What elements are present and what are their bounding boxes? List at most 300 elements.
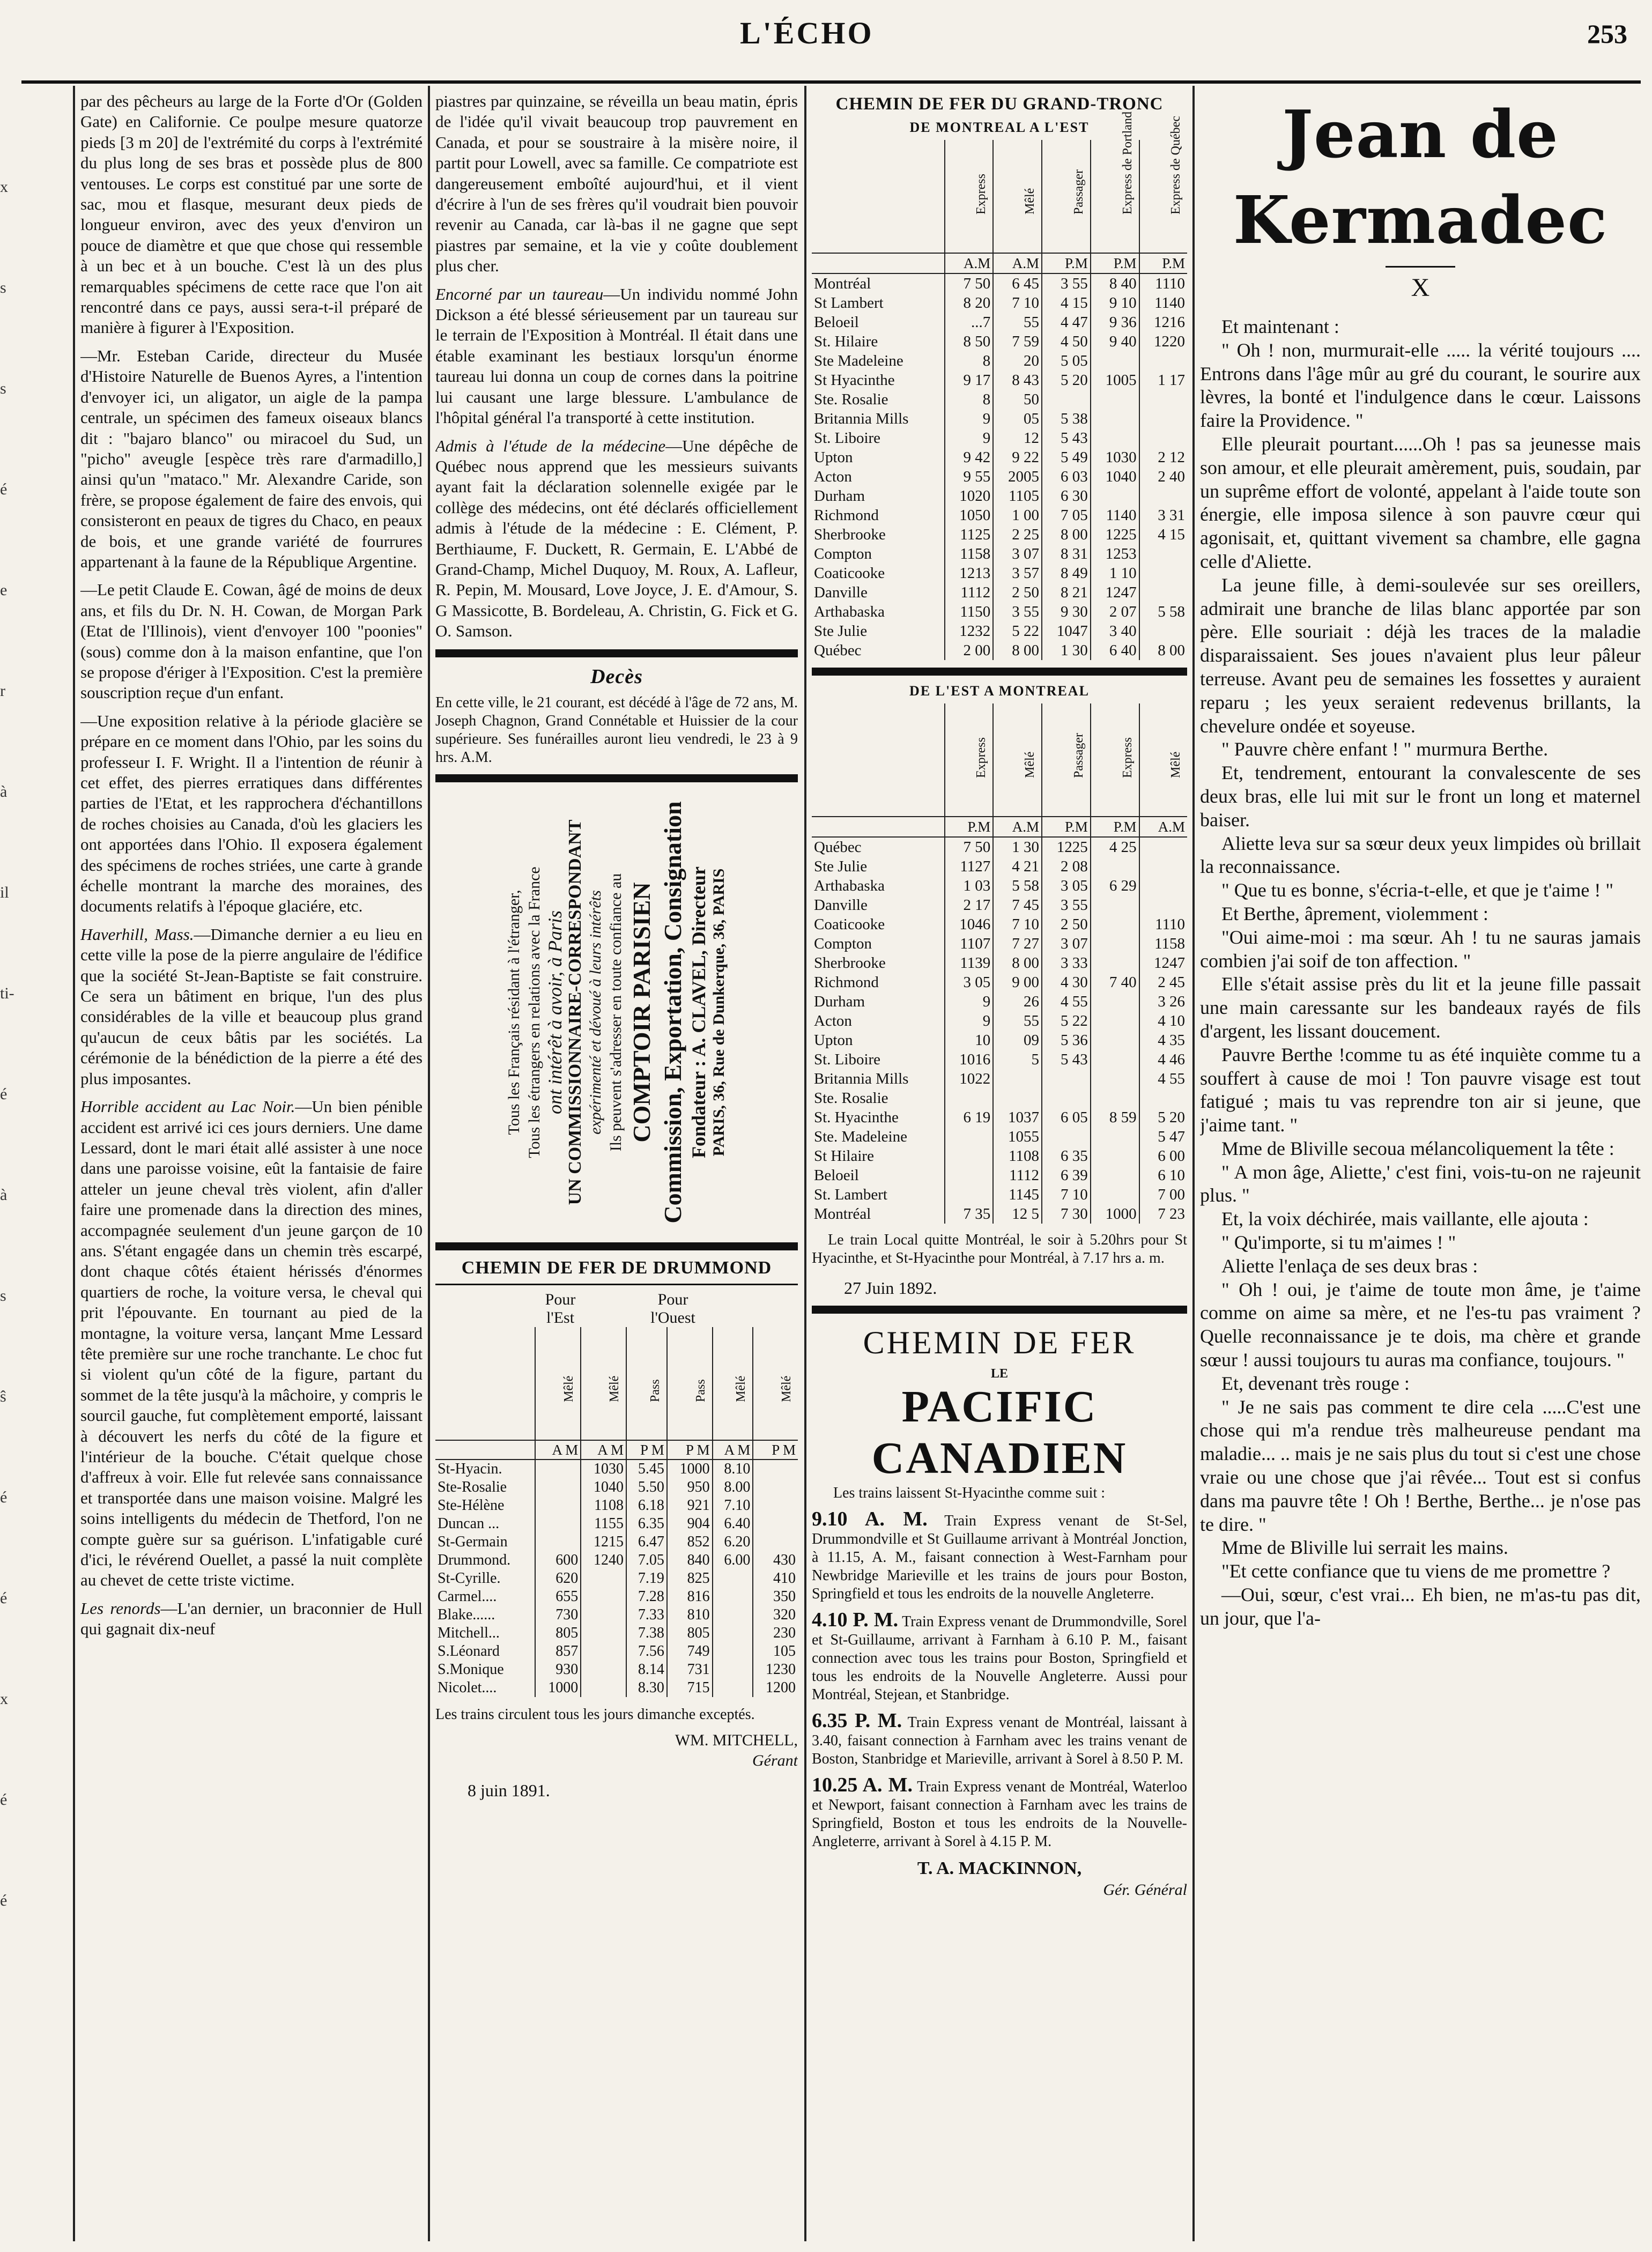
station-name: Arthabaska — [814, 603, 885, 620]
time-cell: 1232 — [945, 621, 994, 641]
time-cell — [945, 1127, 994, 1146]
time-cell: 8 40 — [1091, 273, 1139, 293]
column-heading: Express — [974, 737, 989, 778]
station-name: S.Léonard — [438, 1642, 500, 1660]
time-cell: 4 46 — [1139, 1050, 1187, 1069]
time-cell — [1091, 486, 1139, 506]
station-name: Mitchell... — [438, 1624, 500, 1641]
time-cell — [1091, 992, 1139, 1011]
table-row — [435, 1478, 798, 1497]
novel-paragraph: " Pauvre chère enfant ! " murmura Berthe. — [1221, 738, 1549, 760]
pacific-intro: Les trains laissent St-Hyacinthe comme suit : — [833, 1485, 1106, 1501]
time-cell — [753, 1533, 798, 1551]
table-row — [812, 973, 1187, 992]
station-name: Danville — [814, 584, 868, 601]
time-cell: 6 40 — [1091, 641, 1139, 660]
edge-fragment: ti- — [0, 984, 14, 1002]
time-cell: 1 10 — [1091, 564, 1139, 583]
ampm-label: A M — [581, 1440, 626, 1460]
time-cell: 1050 — [945, 506, 994, 525]
table-row — [435, 1551, 798, 1569]
pacific-train-4-time: 10.25 A. M. — [812, 1774, 913, 1796]
ad-line: expérimenté et dévoué à leurs intérêts — [587, 890, 604, 1135]
column-heading: Pass — [693, 1379, 708, 1402]
newspaper-title: L'ÉCHO — [740, 16, 874, 50]
time-cell — [1139, 876, 1187, 895]
time-cell: 5.50 — [626, 1478, 667, 1497]
time-cell: 50 — [993, 390, 1042, 409]
grand-tronc-subtitle-west: DE L'EST A MONTREAL — [909, 683, 1090, 699]
time-cell — [1139, 390, 1187, 409]
station-name: Montréal — [814, 1205, 871, 1223]
edge-fragment: s — [0, 279, 6, 297]
station-name: Richmond — [814, 974, 879, 991]
time-cell: 1030 — [1091, 448, 1139, 467]
section-rule — [435, 1242, 798, 1250]
time-cell — [1139, 857, 1187, 876]
station-name: Nicolet.... — [438, 1679, 497, 1696]
time-cell — [581, 1624, 626, 1642]
time-cell — [713, 1624, 753, 1642]
time-cell: 2 50 — [993, 583, 1042, 602]
time-cell: 7 59 — [993, 332, 1042, 351]
time-cell — [1091, 1166, 1139, 1185]
table-row — [812, 371, 1187, 390]
time-cell: 1247 — [1091, 583, 1139, 602]
time-cell: 6.40 — [713, 1515, 753, 1533]
time-cell: 1220 — [1139, 332, 1187, 351]
table-row — [435, 1460, 798, 1478]
time-cell — [945, 1146, 994, 1166]
time-cell — [581, 1606, 626, 1624]
time-cell — [1091, 1127, 1139, 1146]
time-cell — [1091, 428, 1139, 448]
time-cell — [1091, 409, 1139, 428]
time-cell: 5 58 — [1139, 602, 1187, 621]
time-cell: 730 — [535, 1606, 581, 1624]
station-name: Beloeil — [814, 1167, 859, 1184]
time-cell: 9 17 — [945, 371, 994, 390]
time-cell — [713, 1642, 753, 1661]
time-cell: 4 55 — [1139, 1069, 1187, 1088]
time-cell: 6 00 — [1139, 1146, 1187, 1166]
pacific-train-2 — [812, 1611, 1187, 1704]
edge-fragment: é — [0, 1791, 8, 1809]
station-name: Acton — [814, 468, 852, 485]
table-row — [812, 293, 1187, 313]
station-name: Ste. Rosalie — [814, 391, 888, 408]
column-heading: Mêlé — [1023, 751, 1038, 778]
edge-fragment: é — [0, 1589, 8, 1607]
edge-fragment: é — [0, 1488, 8, 1506]
novel-paragraph: Et, tendrement, entourant la convalescente de ses deux bras, elle lui mit sur le front un long et maternel baiser. — [1200, 762, 1641, 831]
edge-fragment: à — [0, 783, 8, 801]
time-cell: 9 10 — [1091, 293, 1139, 313]
time-cell: 230 — [753, 1624, 798, 1642]
column-heading: Mêlé — [1023, 188, 1038, 214]
time-cell: 9 30 — [1042, 602, 1091, 621]
edge-fragment: é — [0, 1085, 8, 1103]
novel-paragraph: Mme de Bliville secoua mélancoliquement la tête : — [1221, 1137, 1614, 1159]
novel-paragraph: Pauvre Berthe !comme tu as été inquiète comme tu a souffert à cause de moi ! Ton pauvre visage est tout fatigué ; mais tu vas reprendre ton air si jeune, que j'aime tant. " — [1200, 1043, 1641, 1136]
time-cell — [535, 1497, 581, 1515]
time-cell: 8 50 — [945, 332, 994, 351]
station-name: Compton — [814, 935, 872, 952]
time-cell: 6.35 — [626, 1515, 667, 1533]
time-cell: 20 — [993, 351, 1042, 371]
edge-fragment: x — [0, 178, 8, 196]
time-cell: 5 20 — [1139, 1108, 1187, 1127]
column-heading: Passager — [1071, 733, 1086, 778]
table-row — [812, 1185, 1187, 1204]
time-cell: 105 — [753, 1642, 798, 1661]
time-cell: 1 00 — [993, 506, 1042, 525]
ampm-label: P M — [667, 1440, 713, 1460]
time-cell: 9 — [945, 1011, 994, 1031]
time-cell: 1112 — [945, 583, 994, 602]
edge-fragment: ŝ — [0, 1388, 6, 1405]
time-cell: 05 — [993, 409, 1042, 428]
time-cell: 8 21 — [1042, 583, 1091, 602]
table-row — [812, 409, 1187, 428]
time-cell: 1105 — [993, 486, 1042, 506]
time-cell: 1158 — [945, 544, 994, 564]
time-cell: 4 25 — [1091, 837, 1139, 857]
time-cell: 6 10 — [1139, 1166, 1187, 1185]
time-cell: 810 — [667, 1606, 713, 1624]
time-cell: 5 47 — [1139, 1127, 1187, 1146]
time-cell: 8 20 — [945, 293, 994, 313]
article-lowell: piastres par quinzaine, se réveilla un beau matin, épris de l'idée qu'il vivait beaucoup trop pauvrement en Canada, et pour se soustraire à la misère noire, il partit pour Lowell, avec sa famille. Ce compatriote est dangereusement emboîté aujourd'hui, et il vient d'écrire à l'un de ses frères qu'il voudrait bien pouvoir revenir au Canada, car là-bas il ne gagne que sept piastres par semaine, et la vie y coûte doublement plus cher. — [435, 92, 798, 276]
time-cell: 2 12 — [1139, 448, 1187, 467]
time-cell: 6 30 — [1042, 486, 1091, 506]
station-name: Coaticooke — [814, 916, 885, 933]
table-row — [812, 544, 1187, 564]
time-cell: 3 07 — [993, 544, 1042, 564]
time-cell: 1000 — [667, 1460, 713, 1478]
article-taureau — [435, 284, 798, 428]
column-rule — [804, 86, 806, 2241]
time-cell: 8 59 — [1091, 1108, 1139, 1127]
drummond-groups — [435, 1291, 798, 1327]
time-cell — [1139, 409, 1187, 428]
time-cell: 857 — [535, 1642, 581, 1661]
time-cell: 350 — [753, 1588, 798, 1606]
time-cell: 5 36 — [1042, 1031, 1091, 1050]
column-heading: Express — [1120, 737, 1135, 778]
time-cell — [753, 1515, 798, 1533]
table-row — [812, 332, 1187, 351]
station-name: Ste Julie — [814, 858, 868, 875]
station-name: St. Lambert — [814, 1186, 887, 1203]
pacific-train-4 — [812, 1776, 1187, 1851]
ampm-label: P.M — [1139, 253, 1187, 273]
table-row — [812, 915, 1187, 934]
time-cell: 620 — [535, 1569, 581, 1588]
article-taureau-lead: Encorné par un taureau — [435, 284, 604, 303]
time-cell: 1005 — [1091, 371, 1139, 390]
time-cell: 410 — [753, 1569, 798, 1588]
time-cell: 4 47 — [1042, 313, 1091, 332]
comptoir-parisien-ad — [435, 790, 798, 1235]
time-cell: 7.19 — [626, 1569, 667, 1588]
column-heading: Mêlé — [780, 1375, 794, 1402]
station-name: St. Liboire — [814, 1051, 881, 1068]
time-cell — [753, 1460, 798, 1478]
time-cell: 1150 — [945, 602, 994, 621]
time-cell: 3 05 — [945, 973, 994, 992]
drummond-role: Gérant — [752, 1751, 798, 1769]
time-cell: 7 00 — [1139, 1185, 1187, 1204]
ampm-label: P.M — [1091, 253, 1139, 273]
time-cell: 8 43 — [993, 371, 1042, 390]
table-row — [812, 857, 1187, 876]
edge-fragment: é — [0, 1892, 8, 1909]
time-cell — [1091, 915, 1139, 934]
column-heading: Mêlé — [734, 1375, 749, 1402]
ampm-label: A M — [713, 1440, 753, 1460]
ad-line: Tous les Français résidant à l'étranger, — [505, 890, 523, 1135]
column-3 — [812, 91, 1187, 2231]
column-rule — [1192, 86, 1195, 2241]
time-cell: 6 39 — [1042, 1166, 1091, 1185]
table-row — [812, 1127, 1187, 1146]
time-cell: 7 23 — [1139, 1204, 1187, 1224]
novel-paragraph: Aliette leva sur sa sœur deux yeux limpides où brillait la reconnaissance. — [1200, 832, 1641, 878]
pacific-signature: T. A. MACKINNON, — [917, 1858, 1082, 1878]
time-cell: 8 00 — [1139, 641, 1187, 660]
time-cell: 4 30 — [1042, 973, 1091, 992]
ampm-label: A.M — [1139, 817, 1187, 837]
time-cell: 6 19 — [945, 1108, 994, 1127]
time-cell: 7.38 — [626, 1624, 667, 1642]
drummond-timetable — [435, 1327, 798, 1697]
time-cell: 3 33 — [1042, 953, 1091, 973]
article-haverhill — [80, 924, 423, 1089]
station-name: Montréal — [814, 275, 871, 292]
station-name: St Hilaire — [814, 1147, 874, 1165]
edge-fragment: x — [0, 1690, 8, 1708]
time-cell — [535, 1478, 581, 1497]
time-cell: 950 — [667, 1478, 713, 1497]
station-name: Sherbrooke — [814, 526, 886, 543]
station-name: St-Cyrille. — [438, 1569, 501, 1587]
pacific-train-1-time: 9.10 A. M. — [812, 1508, 928, 1530]
table-row — [812, 273, 1187, 293]
time-cell — [1091, 1185, 1139, 1204]
time-cell: 5 43 — [1042, 428, 1091, 448]
time-cell: 2 25 — [993, 525, 1042, 544]
drummond-title: CHEMIN DE FER DE DRUMMOND — [461, 1257, 772, 1278]
time-cell: 816 — [667, 1588, 713, 1606]
station-name: Britannia Mills — [814, 1070, 909, 1087]
pacific-title-2: PACIFIC CANADIEN — [871, 1382, 1128, 1483]
time-cell — [581, 1679, 626, 1697]
time-cell: 1139 — [945, 953, 994, 973]
time-cell: 3 31 — [1139, 506, 1187, 525]
time-cell: 5 38 — [1042, 409, 1091, 428]
edge-fragment: s — [0, 1287, 6, 1305]
station-name: St-Germain — [438, 1533, 508, 1550]
time-cell: 5.45 — [626, 1460, 667, 1478]
time-cell: 4 21 — [993, 857, 1042, 876]
table-row — [812, 1031, 1187, 1050]
time-cell: 3 40 — [1091, 621, 1139, 641]
time-cell: 921 — [667, 1497, 713, 1515]
time-cell: 6.47 — [626, 1533, 667, 1551]
time-cell — [1091, 1031, 1139, 1050]
time-cell: 852 — [667, 1533, 713, 1551]
table-row — [435, 1624, 798, 1642]
time-cell: 1047 — [1042, 621, 1091, 641]
pacific-train-1-text: Train Express venant de St-Sel, Drummondville et St Guillaume arrivant à Montréal Jonction, à 11.15, A. M., faisant connection à West-Farnham pour Newbridge Marieville et les trains de jours pour Boston, Springfield et tous les endroits de la nouvelle Angleterre. — [812, 1513, 1187, 1602]
ad-line: PARIS, 36, Rue de Dunkerque, 36, PARIS — [710, 868, 728, 1156]
table-row — [812, 934, 1187, 953]
time-cell: 1140 — [1139, 293, 1187, 313]
station-name: Drummond. — [438, 1551, 511, 1568]
time-cell: 6 05 — [1042, 1108, 1091, 1127]
table-row — [812, 351, 1187, 371]
station-name: Upton — [814, 449, 853, 466]
time-cell — [1139, 351, 1187, 371]
column-heading: Mêlé — [608, 1375, 622, 1402]
time-cell: 7.28 — [626, 1588, 667, 1606]
drummond-signature: WM. MITCHELL, — [675, 1731, 798, 1749]
station-name: Acton — [814, 1012, 852, 1029]
column-2 — [435, 91, 798, 2231]
time-cell: 5 22 — [993, 621, 1042, 641]
time-cell: 1140 — [1091, 506, 1139, 525]
time-cell: 9 — [945, 409, 994, 428]
time-cell: 1030 — [581, 1460, 626, 1478]
grand-tronc-note: Le train Local quitte Montréal, le soir à 5.20hrs pour St Hyacinthe, et St-Hyacinthe pour Montréal, à 7.17 hrs a. m. — [812, 1232, 1187, 1266]
table-row — [812, 953, 1187, 973]
station-name: Ste-Rosalie — [438, 1478, 507, 1495]
table-row — [812, 583, 1187, 602]
time-cell — [1091, 934, 1139, 953]
station-name: St Lambert — [814, 294, 884, 312]
group-east: Pour l'Est — [545, 1290, 576, 1327]
time-cell: 9 — [945, 428, 994, 448]
time-cell: 7.56 — [626, 1642, 667, 1661]
time-cell — [945, 1185, 994, 1204]
time-cell — [1091, 1069, 1139, 1088]
novel-paragraph: "Oui aime-moi : ma sœur. Ah ! tu ne sauras jamais combien j'ai soif de ton affection. " — [1200, 926, 1641, 972]
table-row — [812, 1069, 1187, 1088]
time-cell: 8.14 — [626, 1661, 667, 1679]
time-cell: 2 08 — [1042, 857, 1091, 876]
time-cell: 7 40 — [1091, 973, 1139, 992]
time-cell: 320 — [753, 1606, 798, 1624]
time-cell: 6.00 — [713, 1551, 753, 1569]
time-cell — [713, 1588, 753, 1606]
table-row — [812, 621, 1187, 641]
novel-paragraph: " Qu'importe, si tu m'aimes ! " — [1221, 1232, 1456, 1254]
time-cell — [535, 1515, 581, 1533]
column-heading: Passager — [1071, 169, 1086, 214]
ampm-label: P.M — [1042, 817, 1091, 837]
pacific-train-3 — [812, 1709, 1187, 1768]
time-cell: ...7 — [945, 313, 994, 332]
novel-paragraph: Et, la voix déchirée, mais vaillante, elle ajouta : — [1221, 1208, 1589, 1230]
time-cell — [1139, 621, 1187, 641]
table-row — [812, 876, 1187, 895]
station-name: Britannia Mills — [814, 410, 909, 427]
title-rule — [1386, 266, 1455, 268]
time-cell — [993, 1088, 1042, 1108]
time-cell — [581, 1642, 626, 1661]
table-row — [812, 641, 1187, 660]
time-cell: 715 — [667, 1679, 713, 1697]
column-heading: Mêlé — [562, 1375, 576, 1402]
novel-paragraph: —Oui, sœur, c'est vrai... Eh bien, ne m'as-tu pas dit, un jour, que l'a- — [1200, 1584, 1641, 1629]
time-cell — [581, 1661, 626, 1679]
time-cell: 1127 — [945, 857, 994, 876]
time-cell: 8.00 — [713, 1478, 753, 1497]
time-cell: 2 00 — [945, 641, 994, 660]
time-cell: 1200 — [753, 1679, 798, 1697]
chapter-number: X — [1411, 273, 1430, 302]
article-renords — [80, 1598, 423, 1640]
table-row — [812, 448, 1187, 467]
ad-line: Fondateur : A. CLAVEL, Directeur — [688, 866, 709, 1158]
novel-paragraph: Elle s'était assise près du lit et la jeune fille passait une main caressante sur les bandeaux rayés de fils d'argent, les lissant doucement. — [1200, 973, 1641, 1042]
time-cell: 8 49 — [1042, 564, 1091, 583]
time-cell: 3 55 — [1042, 273, 1091, 293]
time-cell: 655 — [535, 1588, 581, 1606]
page-header — [0, 11, 1652, 59]
time-cell — [1091, 1050, 1139, 1069]
time-cell: 5 43 — [1042, 1050, 1091, 1069]
time-cell: 6 29 — [1091, 876, 1139, 895]
time-cell: 8.30 — [626, 1679, 667, 1697]
time-cell: 7 45 — [993, 895, 1042, 915]
station-name: Duncan ... — [438, 1515, 500, 1532]
ampm-label: A.M — [993, 817, 1042, 837]
time-cell: 5 20 — [1042, 371, 1091, 390]
time-cell: 9 40 — [1091, 332, 1139, 351]
edge-fragment: à — [0, 1186, 8, 1204]
time-cell: 26 — [993, 992, 1042, 1011]
column-rule — [428, 86, 430, 2241]
time-cell: 749 — [667, 1642, 713, 1661]
time-cell: 7 50 — [945, 837, 994, 857]
table-row — [812, 564, 1187, 583]
novel-paragraph: Elle pleurait pourtant......Oh ! pas sa jeunesse mais son amour, et elle pleurait amèrement, puis, soudain, par un suprême effort de volonté, appelant à l'aide toute son énergie, elle imposa silence à son pauvre cœur qui agonisait, et, quittant vivement sa chambre, elle gagna celle d'Aliette. — [1200, 433, 1641, 572]
article-taureau-body: —Un individu nommé John Dickson a été blessé sérieusement par un taureau sur le terrain de l'Exposition à Montréal. Il était dans une étable examinant les bestiaux lorsqu'un énorme taureau lui donna un coup de cornes dans la poitrine lui causant une large blessure. L'ambulance de l'hôpital général l'a transporté à cette institution. — [435, 284, 798, 427]
time-cell: 1000 — [1091, 1204, 1139, 1224]
time-cell: 6 35 — [1042, 1146, 1091, 1166]
edge-fragment: s — [0, 380, 6, 397]
station-name: Ste Julie — [814, 623, 868, 640]
time-cell: 3 07 — [1042, 934, 1091, 953]
table-row — [812, 390, 1187, 409]
time-cell: 1 03 — [945, 876, 994, 895]
time-cell: 4 35 — [1139, 1031, 1187, 1050]
time-cell: 8 00 — [993, 641, 1042, 660]
article-accident — [80, 1097, 423, 1591]
station-name: S.Monique — [438, 1661, 504, 1678]
table-row — [812, 1166, 1187, 1185]
column-heading: Pass — [648, 1379, 662, 1402]
time-cell: 3 55 — [1042, 895, 1091, 915]
time-cell: 1110 — [1139, 915, 1187, 934]
time-cell — [713, 1569, 753, 1588]
table-row — [812, 1088, 1187, 1108]
time-cell: 1230 — [753, 1661, 798, 1679]
table-row — [812, 895, 1187, 915]
time-cell — [1042, 1127, 1091, 1146]
